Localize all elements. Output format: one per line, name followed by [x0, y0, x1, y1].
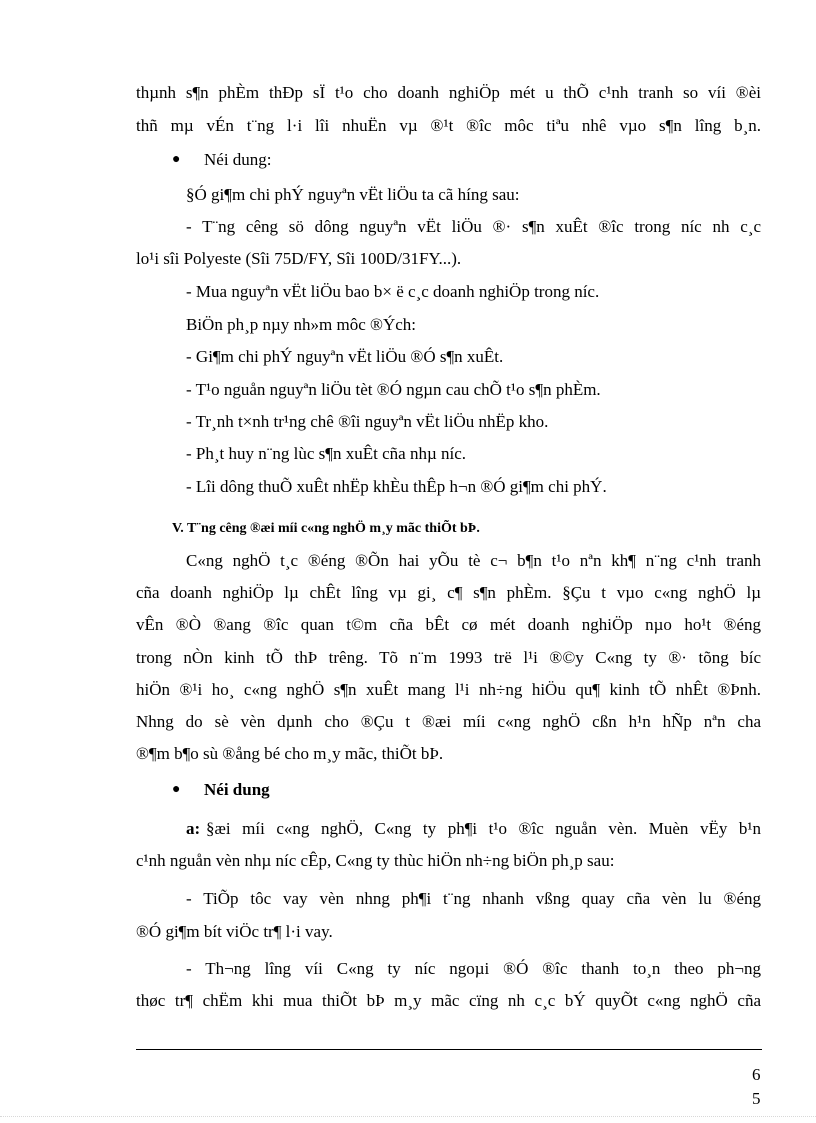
list-item: - T¹o nguån nguyªn liÖu tèt ®Ó ngµn cau chÕ t¹o s¶n phÈm.: [186, 380, 601, 399]
section-heading: V. T¨ng cêng ®æi míi c«ng nghÖ m¸y mãc thiÕt bÞ.: [172, 521, 480, 536]
list-item: - Lîi dông thuÕ xuÊt nhËp khÈu thÊp h¬n ®Ó gi¶m chi phÝ.: [186, 477, 607, 496]
paragraph-line: lo¹i sîi Polyeste (Sîi 75D/FY, Sîi 100D/31FY...).: [136, 249, 462, 268]
paragraph-line: thøc tr¶ chËm khi mua thiÕt bÞ m¸y mãc cïng nh c¸c bÝ quyÕt c«ng nghÖ cña: [136, 991, 761, 1010]
page-edge-divider: [0, 1116, 816, 1117]
page-number: 5: [752, 1089, 761, 1108]
bullet-icon: ●: [172, 782, 181, 797]
bullet-text: Néi dung:: [204, 150, 272, 169]
paragraph-line: c¹nh nguån vèn nhµ níc cÊp, C«ng ty thùc hiÖn nh÷ng biÖn ph¸p sau:: [136, 851, 615, 870]
paragraph-line: §æi míi c«ng nghÖ, C«ng ty ph¶i t¹o ®îc nguån vèn. Muèn vËy b¹n: [206, 819, 761, 838]
bullet-text: Néi dung: [204, 780, 270, 799]
paragraph-line: C«ng nghÖ t¸c ®éng ®Õn hai yÕu tè c¬ b¶n t¹o nªn kh¶ n¨ng c¹nh tranh: [186, 551, 761, 570]
paragraph-line: thñ mµ vÉn t¨ng l·i lîi nhuËn vµ ®¹t ®îc môc tiªu nhê vµo s¶n lîng b¸n.: [136, 116, 761, 135]
paragraph-line: BiÖn ph¸p nµy nh»m môc ®Ých:: [186, 315, 416, 334]
list-item: - Gi¶m chi phÝ nguyªn vËt liÖu ®Ó s¶n xuÊt.: [186, 347, 504, 366]
paragraph-line: - Mua nguyªn vËt liÖu bao b× ë c¸c doanh nghiÖp trong níc.: [186, 282, 600, 301]
paragraph-line: hiÖn ®¹i ho¸ c«ng nghÖ s¶n xuÊt mang l¹i nh÷ng hiÖu qu¶ kinh tÕ nhÊt ®Þnh.: [136, 680, 761, 699]
paragraph-line: thµnh s¶n phÈm thÐp sÏ t¹o cho doanh nghiÖp mét u thÕ c¹nh tranh so víi ®èi: [136, 83, 761, 102]
paragraph-line: trong nÒn kinh tÕ thÞ trêng. Tõ n¨m 1993 trë l¹i ®©y C«ng ty ®· tõng bíc: [136, 648, 761, 667]
paragraph-line: Nhng do sè vèn dµnh cho ®Çu t ®æi míi c«ng nghÖ cßn h¹n hÑp nªn cha: [136, 712, 761, 731]
list-item: - Ph¸t huy n¨ng lùc s¶n xuÊt cña nhµ níc.: [186, 444, 467, 463]
list-item: - Tr¸nh t×nh tr¹ng chê ®îi nguyªn vËt liÖu nhËp kho.: [186, 412, 549, 431]
paragraph-line: ®¶m b¶o sù ®ång bé cho m¸y mãc, thiÕt bÞ.: [136, 744, 444, 763]
paragraph-line: - TiÕp tôc vay vèn nhng ph¶i t¨ng nhanh vßng quay cña vèn lu ®éng: [186, 889, 761, 908]
paragraph-label: a:: [186, 819, 201, 838]
bullet-icon: ●: [172, 152, 181, 167]
paragraph-line: §Ó gi¶m chi phÝ nguyªn vËt liÖu ta cã híng sau:: [186, 185, 520, 204]
paragraph-line: - T¨ng cêng sö dông nguyªn vËt liÖu ®· s¶n xuÊt ®îc trong níc nh c¸c: [186, 217, 761, 236]
paragraph-line: - Th¬ng lîng víi C«ng ty níc ngoµi ®Ó ®îc thanh to¸n theo ph¬ng: [186, 959, 761, 978]
paragraph-line: cña doanh nghiÖp lµ chÊt lîng vµ gi¸ c¶ s¶n phÈm. §Çu t vµo c«ng nghÖ lµ: [136, 583, 761, 602]
paragraph-line: vÊn ®Ò ®ang ®îc quan t©m cña bÊt cø mét doanh nghiÖp nµo ho¹t ®éng: [136, 615, 761, 634]
footer-rule: [136, 1049, 762, 1050]
page-number: 6: [752, 1065, 761, 1084]
paragraph-line: ®Ó gi¶m bít viÖc tr¶ l·i vay.: [136, 922, 333, 941]
